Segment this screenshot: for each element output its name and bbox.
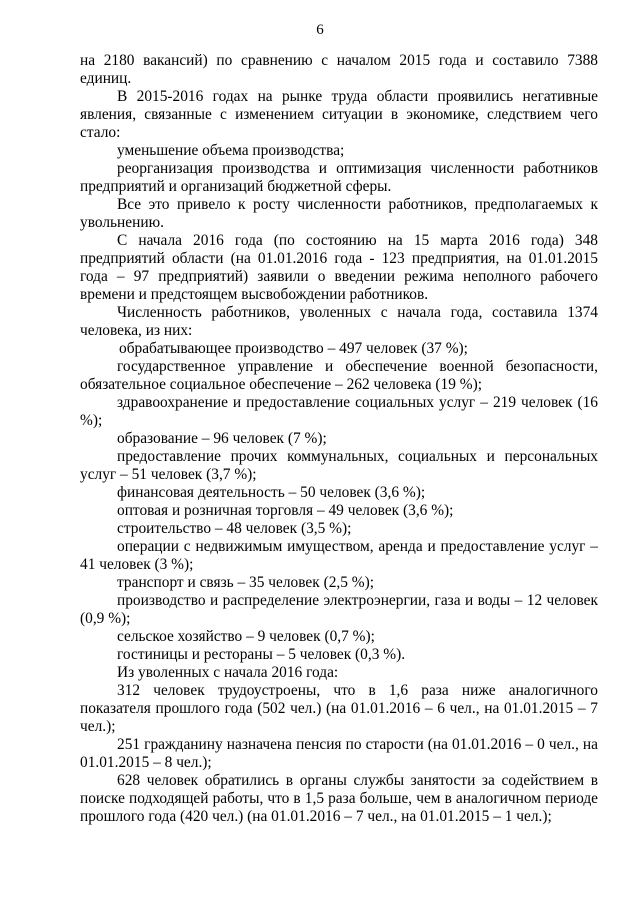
list-item: оптовая и розничная торговля – 49 человек (3,6 %);: [117, 502, 454, 519]
list-item: государственное управление и обеспечение военной безопасности, обязательное социальное обеспечение – 262 человека (19 %);: [80, 358, 598, 393]
list-item: операции с недвижимым имуществом, аренда и предоставление услуг – 41 человек (3 %);: [80, 538, 598, 573]
list-item: уменьшение объема производства;: [117, 142, 345, 159]
list-item: сельское хозяйство – 9 человек (0,7 %);: [117, 628, 375, 645]
paragraph: В 2015-2016 годах на рынке труда области проявились негативные явления, связанные с изменением ситуации в экономике, следствием чего стало:: [80, 88, 598, 141]
paragraph: 312 человек трудоустроены, что в 1,6 раза ниже аналогичного показателя прошлого года (502 чел.) (на 01.01.2016 – 6 чел., на 01.01.2015 – 7 чел.);: [80, 682, 598, 735]
list-item: образование – 96 человек (7 %);: [117, 430, 327, 447]
document-body: [80, 52, 598, 826]
paragraph: 628 человек обратились в органы службы занятости за содействием в поиске подходящей работы, что в 1,5 раза больше, чем в аналогичном периоде прошлого года (420 чел.) (на 01.01.2016 – 7 чел., на 01.01.2015 – 1 чел.);: [80, 772, 598, 825]
list-item: предоставление прочих коммунальных, социальных и персональных услуг – 51 человек (3,7 %);: [80, 448, 598, 483]
list-item: финансовая деятельность – 50 человек (3,6 %);: [117, 484, 426, 501]
list-item: строительство – 48 человек (3,5 %);: [117, 520, 352, 537]
page-number: 6: [316, 22, 324, 38]
paragraph: 251 гражданину назначена пенсия по старости (на 01.01.2016 – 0 чел., на 01.01.2015 – 8 чел.);: [80, 736, 598, 771]
list-item: здравоохранение и предоставление социальных услуг – 219 человек (16 %);: [80, 394, 598, 429]
list-item: транспорт и связь – 35 человек (2,5 %);: [117, 574, 375, 591]
paragraph: Из уволенных с начала 2016 года:: [117, 664, 339, 681]
paragraph: С начала 2016 года (по состоянию на 15 марта 2016 года) 348 предприятий области (на 01.01.2016 года - 123 предприятия, на 01.01.2015 года – 97 предприятий) заявили о введении режима неполного рабочего времени и предстоящем высвобождении работников.: [80, 232, 598, 303]
list-item: производство и распределение электроэнергии, газа и воды – 12 человек (0,9 %);: [80, 592, 598, 627]
list-item: гостиницы и рестораны – 5 человек (0,3 %).: [117, 646, 406, 663]
paragraph: Все это привело к росту численности работников, предполагаемых к увольнению.: [80, 196, 598, 231]
paragraph: на 2180 вакансий) по сравнению с началом 2015 года и составило 7388 единиц.: [80, 52, 598, 87]
list-item: реорганизация производства и оптимизация численности работников предприятий и организаций бюджетной сферы.: [80, 160, 598, 195]
paragraph: Численность работников, уволенных с начала года, составила 1374 человека, из них:: [80, 304, 598, 339]
list-item: обрабатывающее производство – 497 человек (37 %);: [119, 340, 468, 357]
